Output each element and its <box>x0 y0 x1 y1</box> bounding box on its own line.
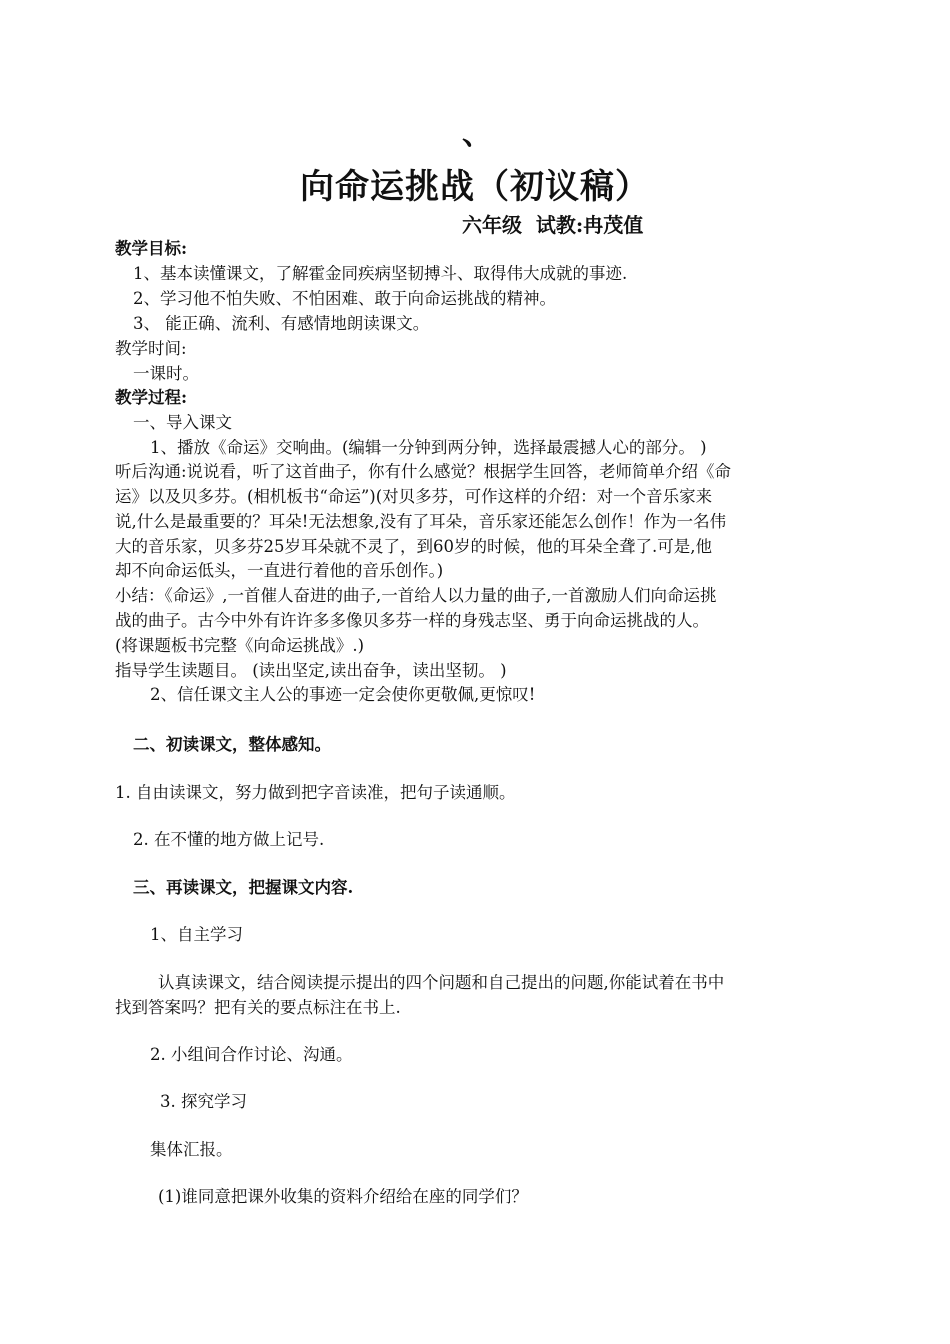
part3-step1-text: 找到答案吗？把有关的要点标注在书上. <box>115 998 401 1017</box>
summary-line: 战的曲子。古今中外有许许多多像贝多芬一样的身残志坚、勇于向命运挑战的人。 <box>115 611 709 630</box>
paragraph-line: 运》以及贝多芬。(相机板书“命运”)(对贝多芬，可作这样的介绍：对一个音乐家来 <box>115 487 713 506</box>
objectives-heading: 教学目标: <box>115 239 188 258</box>
grade-and-teacher: 六年级 试教:冉茂值 <box>462 213 644 237</box>
objective-item: 3、 能正确、流利、有感情地朗读课文。 <box>133 314 430 333</box>
paragraph-line: 却不向命运低头，一直进行着他的音乐创作。) <box>115 561 444 580</box>
part1-step1: 1、播放《命运》交响曲。(编辑一分钟到两分钟，选择最震撼人心的部分。 ) <box>150 438 707 457</box>
part2-heading: 二、初读课文，整体感知。 <box>133 735 331 754</box>
part1-heading: 一、导入课文 <box>133 413 232 432</box>
question-line: (1)谁同意把课外收集的资料介绍给在座的同学们？ <box>158 1187 528 1206</box>
part3-step1-text: 认真读课文，结合阅读提示提出的四个问题和自己提出的问题,你能试着在书中 <box>158 973 725 992</box>
part3-heading: 三、再读课文，把握课文内容. <box>133 878 354 897</box>
time-heading: 教学时间: <box>115 339 187 358</box>
paragraph-line: 说,什么是最重要的？耳朵!无法想象,没有了耳朵，音乐家还能怎么创作！作为一名伟 <box>115 512 727 531</box>
guide-line: 指导学生读题目。 (读出坚定,读出奋争，读出坚韧。 ) <box>115 661 507 680</box>
part3-step2: 2. 小组间合作讨论、沟通。 <box>150 1045 353 1064</box>
part2-item: 2. 在不懂的地方做上记号. <box>133 830 325 849</box>
paragraph-line: 听后沟通:说说看，听了这首曲子，你有什么感觉？根据学生回答，老师简单介绍《命 <box>115 462 732 481</box>
part2-item: 1. 自由读课文，努力做到把字音读准，把句子读通顺。 <box>115 783 516 802</box>
punctuation-mark: 、 <box>462 117 492 152</box>
objective-item: 2、学习他不怕失败、不怕困难、敢于向命运挑战的精神。 <box>133 289 556 308</box>
summary-line: 小结：《命运》,一首催人奋进的曲子,一首给人以力量的曲子,一首激励人们向命运挑 <box>115 586 717 605</box>
process-heading: 教学过程: <box>115 388 188 407</box>
summary-line: (将课题板书完整《向命运挑战》.) <box>115 636 365 655</box>
part3-step3: 3. 探究学习 <box>160 1092 247 1111</box>
report-line: 集体汇报。 <box>150 1140 233 1159</box>
part3-step1: 1、自主学习 <box>150 925 243 944</box>
time-value: 一课时。 <box>133 364 199 383</box>
paragraph-line: 大的音乐家，贝多芬25岁耳朵就不灵了，到60岁的时候，他的耳朵全聋了.可是,他 <box>115 537 712 556</box>
page-title: 向命运挑战（初议稿） <box>300 167 650 207</box>
objective-item: 1、基本读懂课文，了解霍金同疾病坚韧搏斗、取得伟大成就的事迹. <box>133 264 628 283</box>
part1-step2: 2、信任课文主人公的事迹一定会使你更敬佩,更惊叹! <box>150 685 536 704</box>
